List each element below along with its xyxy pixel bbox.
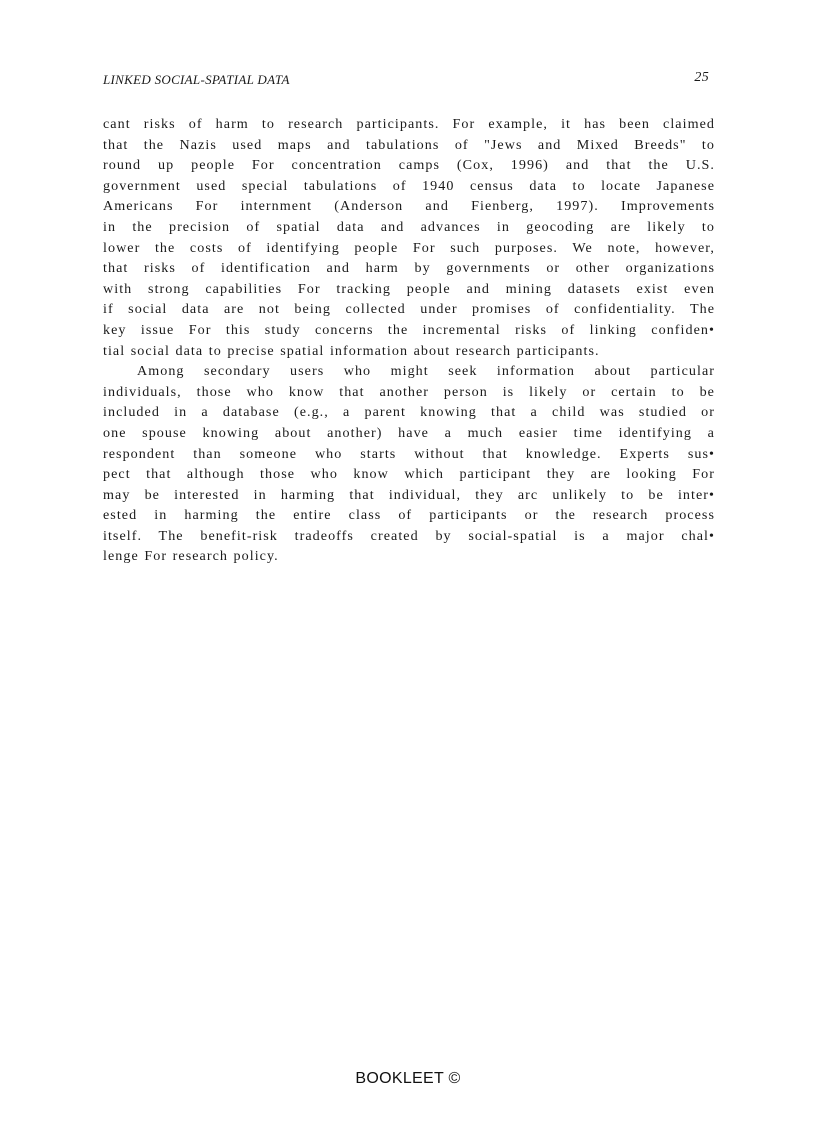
running-header (103, 70, 715, 90)
text-line: may be interested in harming that individual, they arc unlikely to be inter• (103, 486, 715, 503)
text-line: government used special tabulations of 1940 census data to locate Japanese (103, 177, 715, 194)
text-line: tial social data to precise spatial information about research participants. (103, 342, 600, 359)
text-line: individuals, those who know that another person is likely or certain to be (103, 383, 715, 400)
text-line: key issue For this study concerns the incremental risks of linking confiden• (103, 321, 715, 338)
paragraph-1 (103, 114, 715, 361)
text-line: that the Nazis used maps and tabulations of "Jews and Mixed Breeds" to (103, 136, 715, 153)
text-line: lenge For research policy. (103, 548, 279, 565)
page-number: 25 (694, 70, 709, 85)
text-line: with strong capabilities For tracking people and mining datasets exist even (103, 280, 715, 297)
text-line: respondent than someone who starts without that knowledge. Experts sus• (103, 445, 715, 462)
running-head-title: LINKED SOCIAL-SPATIAL DATA (103, 72, 290, 87)
text-line: lower the costs of identifying people For such purposes. We note, however, (103, 239, 715, 256)
text-line: Americans For internment (Anderson and Fienberg, 1997). Improvements (103, 198, 715, 215)
body-text (103, 114, 715, 567)
text-line: round up people For concentration camps (Cox, 1996) and that the U.S. (103, 157, 715, 174)
footer-watermark: BOOKLEET © (355, 1070, 461, 1087)
text-line: that risks of identification and harm by governments or other organizations (103, 260, 715, 277)
text-line: included in a database (e.g., a parent knowing that a child was studied or (103, 404, 715, 421)
text-line: cant risks of harm to research participants. For example, it has been claimed (103, 116, 715, 132)
text-line: itself. The benefit-risk tradeoffs created by social-spatial is a major chal• (103, 527, 715, 544)
text-line: pect that although those who know which participant they are looking For (103, 466, 715, 483)
text-line: if social data are not being collected under promises of confidentiality. The (103, 301, 715, 318)
text-line: one spouse knowing about another) have a much easier time identifying a (103, 424, 715, 441)
text-line: Among secondary users who might seek information about particular (137, 363, 715, 380)
paragraph-2 (103, 361, 715, 567)
text-line: in the precision of spatial data and advances in geocoding are likely to (103, 218, 715, 235)
text-line: ested in harming the entire class of participants or the research process (103, 507, 715, 524)
